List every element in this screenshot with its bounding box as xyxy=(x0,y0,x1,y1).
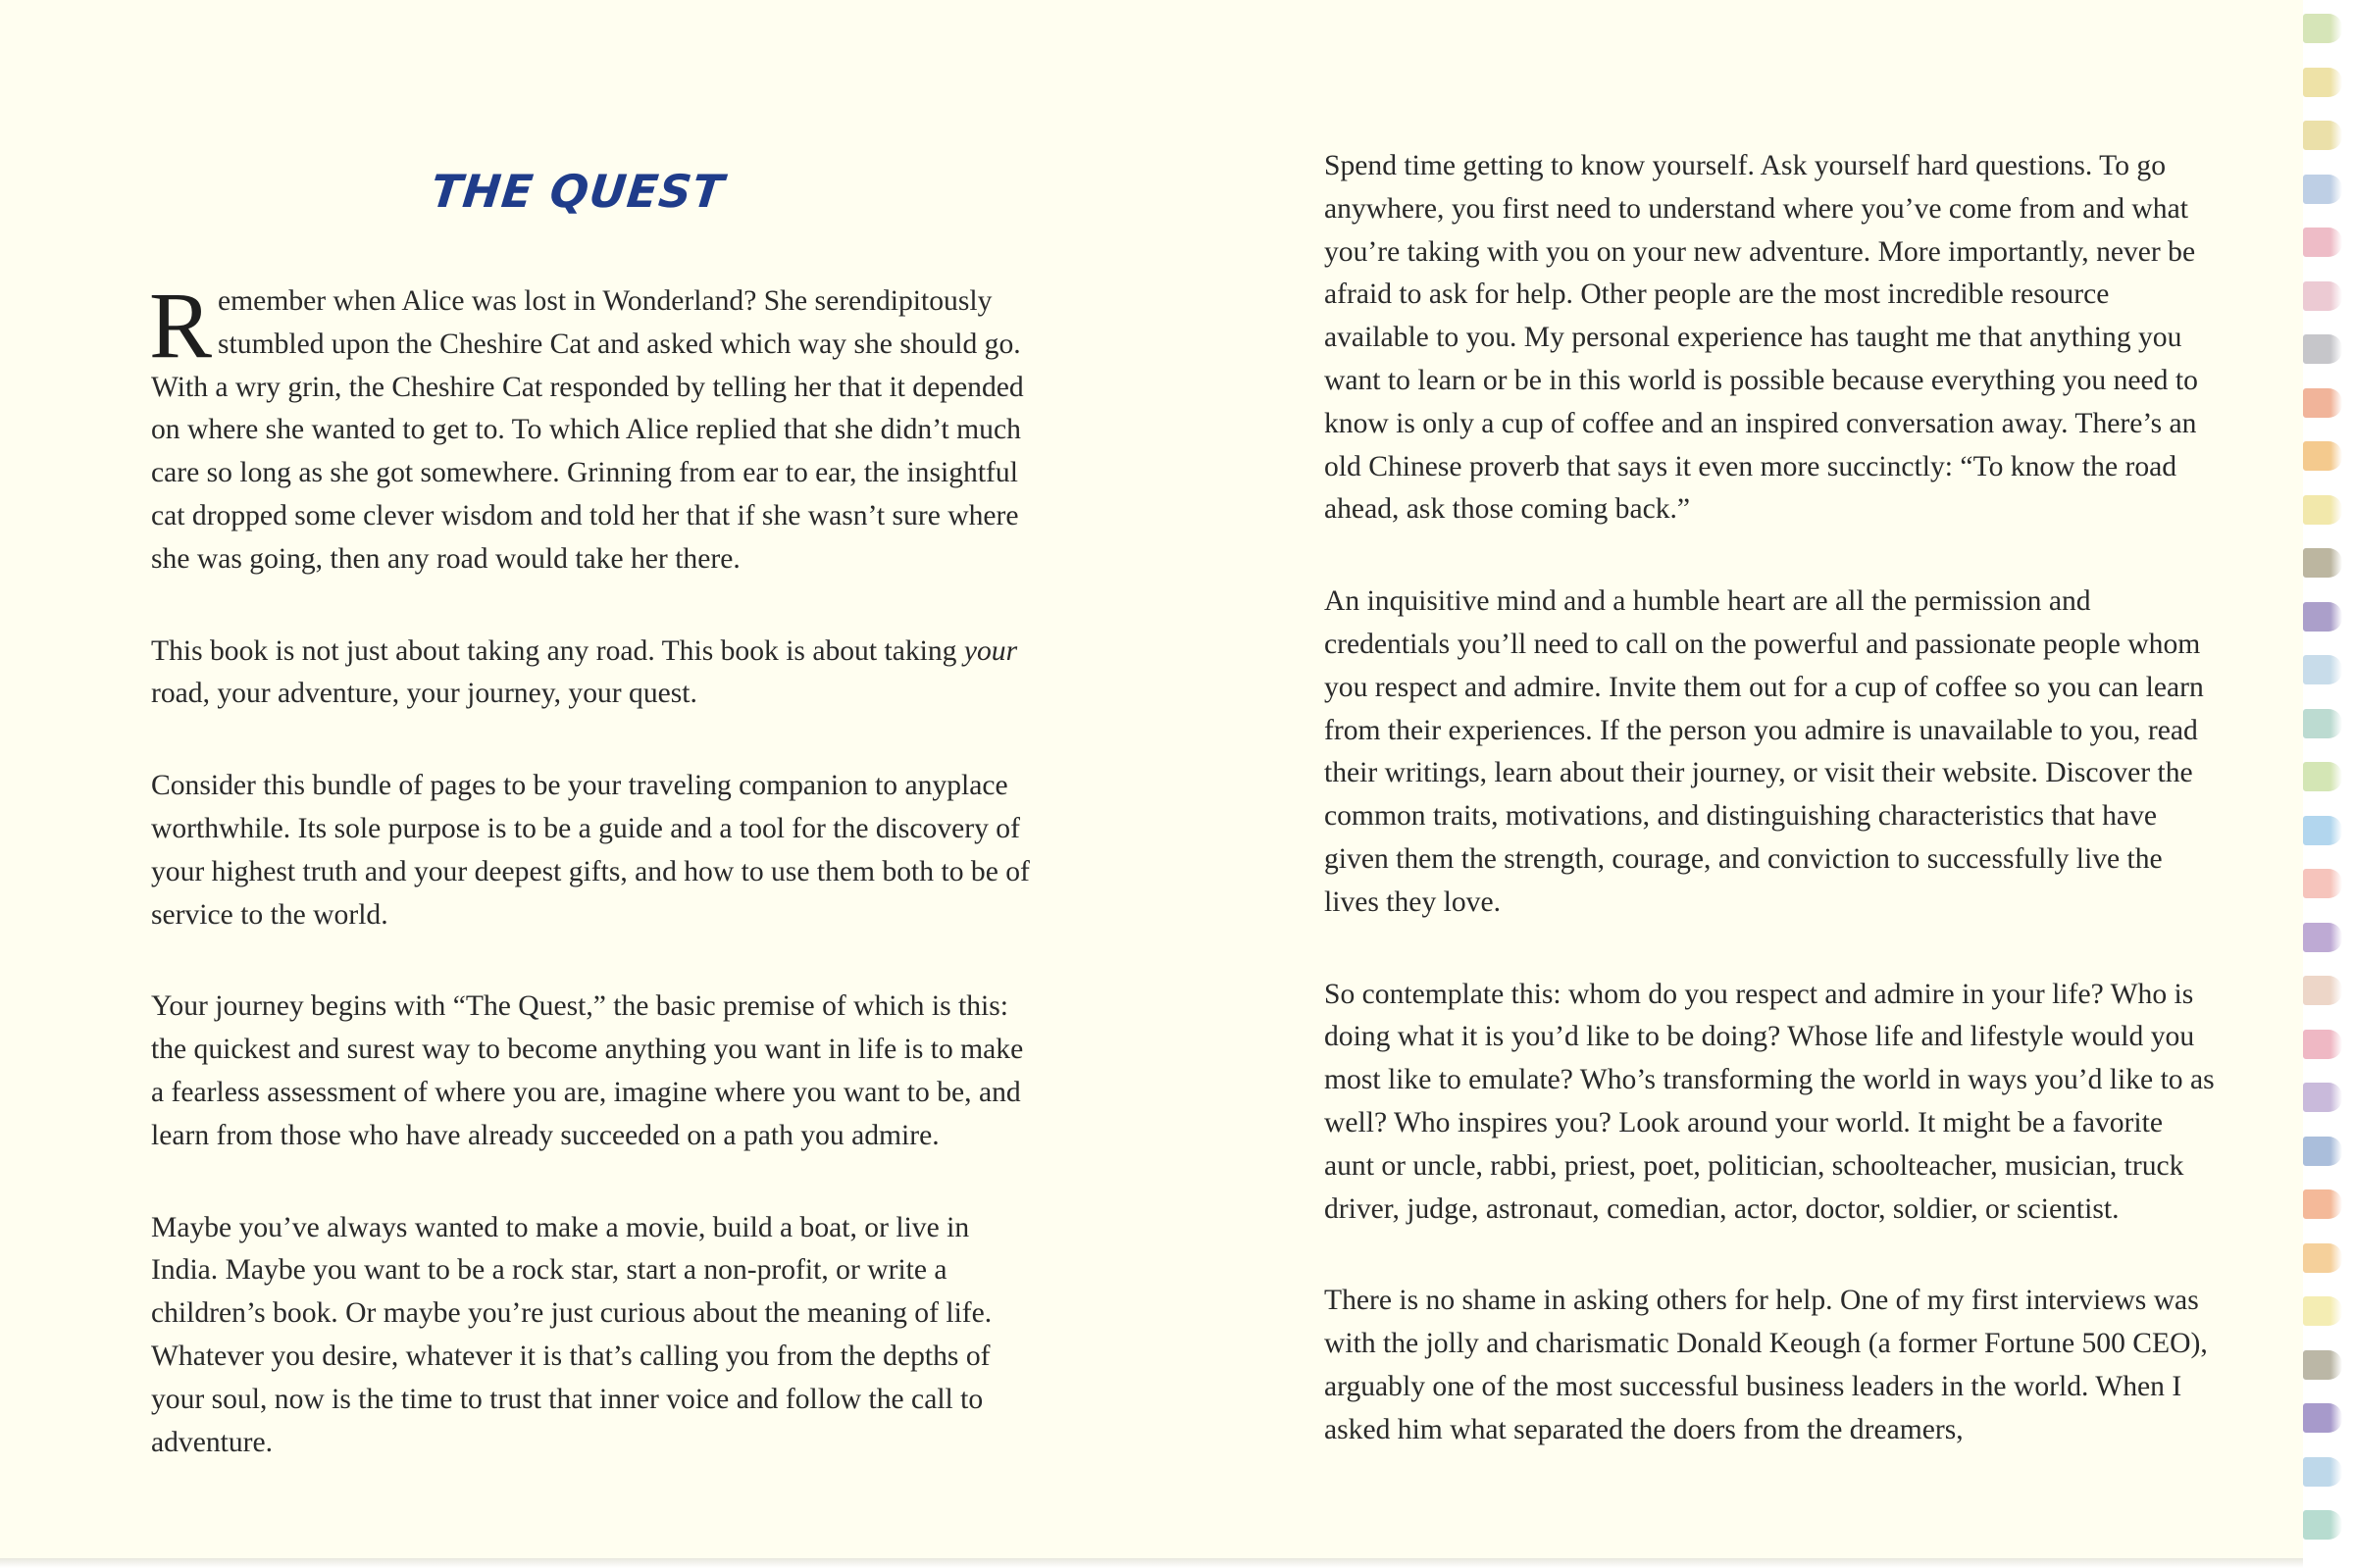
paragraph-text: This book is not just about taking any road. This book is about taking xyxy=(151,634,964,667)
paragraph-inquisitive-mind: An inquisitive mind and a humble heart are all the permission and credentials you’ll need to call on the powerful and passionate people whom you respect and admire. Invite them out for a cup of coffee so you can learn from their experiences. If the person you admire is unavailable to you, read their writings, learn about their journey, or visit their website. Discover the common traits, motivations, and distinguishing characteristics that have given them the strength, courage, and conviction to successfully live the lives they love. xyxy=(1324,585,2204,918)
color-tab-edge xyxy=(2303,0,2354,1568)
paragraph-desire: Maybe you’ve always wanted to make a movie, build a boat, or live in India. Maybe you want to be a rock star, start a non-profit, or write a children’s book. Or maybe you’re just curious about the meaning of life. Whatever you desire, whatever it is that’s calling you from the depths of your soul, now is the time to trust that inner voice and follow the call to adventure. xyxy=(151,1211,993,1458)
color-tab xyxy=(2303,1457,2342,1487)
color-tab xyxy=(2303,655,2342,684)
emphasis-word: your xyxy=(963,634,1018,667)
intro-paragraph xyxy=(149,273,1034,582)
paragraph-contemplate: So contemplate this: whom do you respect and admire in your life? Who is doing what it is you’d like to be doing? Whose life and lifestyle would you most like to emulate? Who’s transforming the world in ways you’d like to as well? Who inspires you? Look around your world. It might be a favorite aunt or uncle, rabbi, priest, poet, politician, schoolteacher, musician, truck driver, judge, astronaut, comedian, actor, doctor, soldier, or scientist. xyxy=(1324,978,2215,1225)
color-tab xyxy=(2303,1137,2342,1166)
intro-paragraph-text: emember when Alice was lost in Wonderland? She serendipitously stumbled upon the Cheshire Cat and asked which way she should go. With a wry grin, the Cheshire Cat responded by telling her that it depended on where she wanted to get to. To which Alice replied that she didn’t much care so long as she got somewhere. Grinning from ear to ear, the insightful cat dropped some clever wisdom and told her that if she wasn’t sure where she was going, then any road would take her there. xyxy=(151,285,1024,575)
color-tab xyxy=(2303,602,2342,632)
color-tab xyxy=(2303,762,2342,791)
color-tab xyxy=(2303,1296,2342,1326)
color-tab xyxy=(2303,548,2342,578)
color-tab xyxy=(2303,816,2342,845)
color-tab xyxy=(2303,281,2342,311)
left-page xyxy=(151,147,1034,1513)
color-tab xyxy=(2303,228,2342,257)
chapter-title: THE QUEST xyxy=(428,165,728,218)
color-tab xyxy=(2303,923,2342,952)
color-tab xyxy=(2303,14,2342,43)
color-tab xyxy=(2303,709,2342,738)
color-tab xyxy=(2303,1189,2342,1219)
color-tab xyxy=(2303,334,2342,364)
color-tab xyxy=(2303,1350,2342,1380)
color-tab xyxy=(2303,1083,2342,1112)
paragraph-no-shame: There is no shame in asking others for help. One of my first interviews was with the jolly and charismatic Donald Keough (a former Fortune 500 CEO), arguably one of the most successful business leaders in the world. When I asked him what separated the doers from the dreamers, xyxy=(1324,1285,2208,1445)
color-tab xyxy=(2303,976,2342,1005)
color-tab xyxy=(2303,495,2342,525)
color-tab xyxy=(2303,175,2342,204)
color-tab xyxy=(2303,68,2342,97)
right-page xyxy=(1324,145,2217,1501)
color-tab xyxy=(2303,121,2342,150)
color-tab xyxy=(2303,1403,2342,1433)
paragraph-journey: Your journey begins with “The Quest,” the basic premise of which is this: the quickest and surest way to become anything you want in life is to make a fearless assessment of where you are, imagine where you want to be, and learn from those who have already succeeded on a path you admire. xyxy=(151,990,1024,1151)
color-tab xyxy=(2303,1030,2342,1059)
color-tab xyxy=(2303,869,2342,898)
color-tab xyxy=(2303,388,2342,418)
color-tab xyxy=(2303,441,2342,471)
paragraph-text: road, your adventure, your journey, your quest. xyxy=(151,678,697,710)
paragraph-know-yourself: Spend time getting to know yourself. Ask yourself hard questions. To go anywhere, you first need to understand where you’ve come from and what you’re taking with you on your new adventure. More importantly, never be afraid to ask for help. Other people are the most incredible resource available to you. My personal experience has taught me that anything you want to learn or be in this world is possible because everything you need to know is only a cup of coffee and an inspired conversation away. There’s an old Chinese proverb that says it even more succinctly: “To know the road ahead, ask those coming back.” xyxy=(1324,150,2198,526)
paragraph-companion: Consider this bundle of pages to be your traveling companion to anyplace worthwhile. Its sole purpose is to be a guide and a tool for the discovery of your highest truth and your deepest gifts, and how to use them both to be of service to the world. xyxy=(151,770,1030,931)
color-tab xyxy=(2303,1243,2342,1273)
color-tab xyxy=(2303,1510,2342,1540)
drop-cap: R xyxy=(149,273,213,378)
paragraph-your-road xyxy=(151,631,1034,717)
